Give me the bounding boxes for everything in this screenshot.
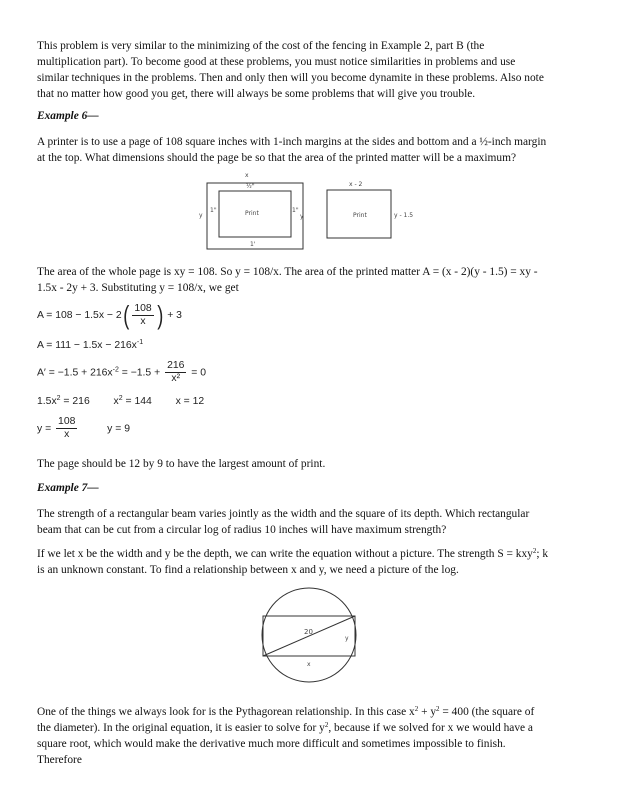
- example-6-heading: Example 6—: [37, 110, 99, 122]
- pythagorean-line-4: Therefore: [37, 754, 82, 766]
- equation-4a: 1.5x: [37, 396, 57, 407]
- pyth-1-exp-b: 2: [436, 705, 440, 713]
- pyth-1a: One of the things we always look for is the Pythagorean relationship. In this case x: [37, 706, 415, 718]
- y-label-right: y: [300, 213, 304, 220]
- print-label-2: Print: [353, 212, 367, 219]
- area-line-2: 1.5x - 2y + 3. Substituting y = 108/x, we get: [37, 282, 239, 294]
- top-margin-label: ½": [246, 183, 255, 190]
- intro-line-1: This problem is very similar to the minimizing of the cost of the fencing in Example 2, part B (the: [37, 40, 485, 52]
- pyth-2: the diameter). In the original equation, it is easier to solve for y: [37, 722, 325, 734]
- equation-4b: x: [113, 396, 119, 407]
- right-margin-label: 1": [292, 207, 299, 214]
- equation-4c: x = 12: [175, 396, 205, 407]
- x-label: x: [245, 172, 249, 179]
- pyth-1c: = 400 (the square of: [442, 706, 535, 718]
- equation-4b-post: = 144: [122, 396, 152, 407]
- equation-4a-exp: 2: [56, 395, 61, 402]
- fraction-den: x²: [171, 373, 181, 384]
- x-minus-2-label: x - 2: [349, 181, 363, 188]
- pythagorean-line-1: [37, 704, 585, 720]
- example-7-para-line-2: is an unknown constant. To find a relationship between x and y, we need a picture of the log.: [37, 564, 459, 576]
- pythagorean-line-2: [37, 720, 585, 736]
- right-paren: ): [156, 300, 164, 330]
- pyth-2-end: , because if we solved for x we would have a: [328, 722, 533, 734]
- fraction-den: x: [140, 315, 146, 327]
- fraction-den: x: [64, 429, 70, 440]
- equation-4b-exp: 2: [118, 395, 123, 402]
- equation-3: [37, 360, 206, 385]
- fraction-108-over-x-2: [56, 416, 77, 441]
- left-paren: (: [122, 300, 130, 330]
- pyth-1b: + y: [421, 706, 437, 718]
- equation-5: [37, 416, 130, 441]
- diagonal-line: [263, 616, 355, 656]
- equation-2: [37, 340, 143, 351]
- fraction-num: 108: [58, 416, 76, 427]
- area-line-1: The area of the whole page is xy = 108. So y = 108/x. The area of the printed matter A = (x - 2)(y - 1.5) = xy -: [37, 266, 538, 278]
- equation-3-mid: = −1.5 +: [121, 367, 161, 379]
- intro-line-3: similar techniques in the problems. Then and only then will you become dynamite in these problems. Also note: [37, 72, 544, 84]
- y-minus-label: y - 1.5: [394, 212, 414, 219]
- example-6-conclusion: The page should be 12 by 9 to have the largest amount of print.: [37, 458, 326, 470]
- example-7-para-line-1: [37, 546, 585, 562]
- fraction-num: 216: [167, 360, 185, 371]
- example-7-problem-line-2: beam that can be cut from a circular log of radius 10 inches will have maximum strength?: [37, 524, 447, 536]
- depth-label: y: [345, 635, 349, 642]
- para-1-end: ; k: [536, 548, 549, 560]
- bottom-margin-label: 1': [250, 241, 256, 248]
- para-1-exp: 2: [532, 547, 537, 555]
- equation-5-pre: y =: [37, 423, 52, 435]
- fraction-num: 108: [134, 302, 152, 314]
- width-label: x: [307, 661, 311, 668]
- pyth-2-exp: 2: [324, 721, 329, 729]
- fraction-216-over-x2: [165, 360, 186, 385]
- equation-3-pre: A′ = −1.5 + 216x: [37, 367, 113, 379]
- example-6-problem-line-2: at the top. What dimensions should the page be so that the area of the printed matter will be a maximum?: [37, 152, 517, 164]
- equation-1-pre: A = 108 − 1.5x − 2: [37, 309, 122, 321]
- diagonal-label: 20: [304, 628, 313, 636]
- equation-3-post: = 0: [191, 367, 207, 379]
- equation-4a-post: = 216: [60, 396, 90, 407]
- example-7-problem-line-1: The strength of a rectangular beam varies jointly as the width and the square of its depth. Which rectangular: [37, 508, 530, 520]
- equation-1: [37, 302, 182, 328]
- pythagorean-line-3: square root, which would make the derivative much more difficult and sometimes impossible to finish.: [37, 738, 506, 750]
- equation-2-text: A = 111 − 1.5x − 216x: [37, 340, 137, 351]
- fraction-108-over-x: [132, 303, 153, 328]
- intro-line-2: multiplication part). To become good at these problems, you must notice similarities in problems and use: [37, 56, 516, 68]
- equation-5-post: y = 9: [107, 423, 130, 435]
- pyth-1-exp-a: 2: [414, 705, 419, 713]
- log-cross-section-diagram: [250, 586, 370, 686]
- left-margin-label: 1": [210, 207, 217, 214]
- print-label: Print: [245, 210, 259, 217]
- equation-2-exp: -1: [136, 339, 144, 346]
- example-7-heading: Example 7—: [37, 482, 99, 494]
- intro-line-4: that no matter how good you get, there will always be some problems that will give you trouble.: [37, 88, 476, 100]
- equation-4: [37, 396, 204, 407]
- y-label: y: [199, 212, 203, 219]
- para-1-text: If we let x be the width and y be the depth, we can write the equation without a picture. The strength S = kxy: [37, 548, 533, 560]
- equation-3-exp: -2: [112, 366, 119, 374]
- page-margin-diagram: [190, 170, 430, 260]
- example-6-problem-line-1: A printer is to use a page of 108 square inches with 1-inch margins at the sides and bottom and a ½-inch margin: [37, 136, 547, 148]
- equation-1-post: + 3: [167, 309, 182, 321]
